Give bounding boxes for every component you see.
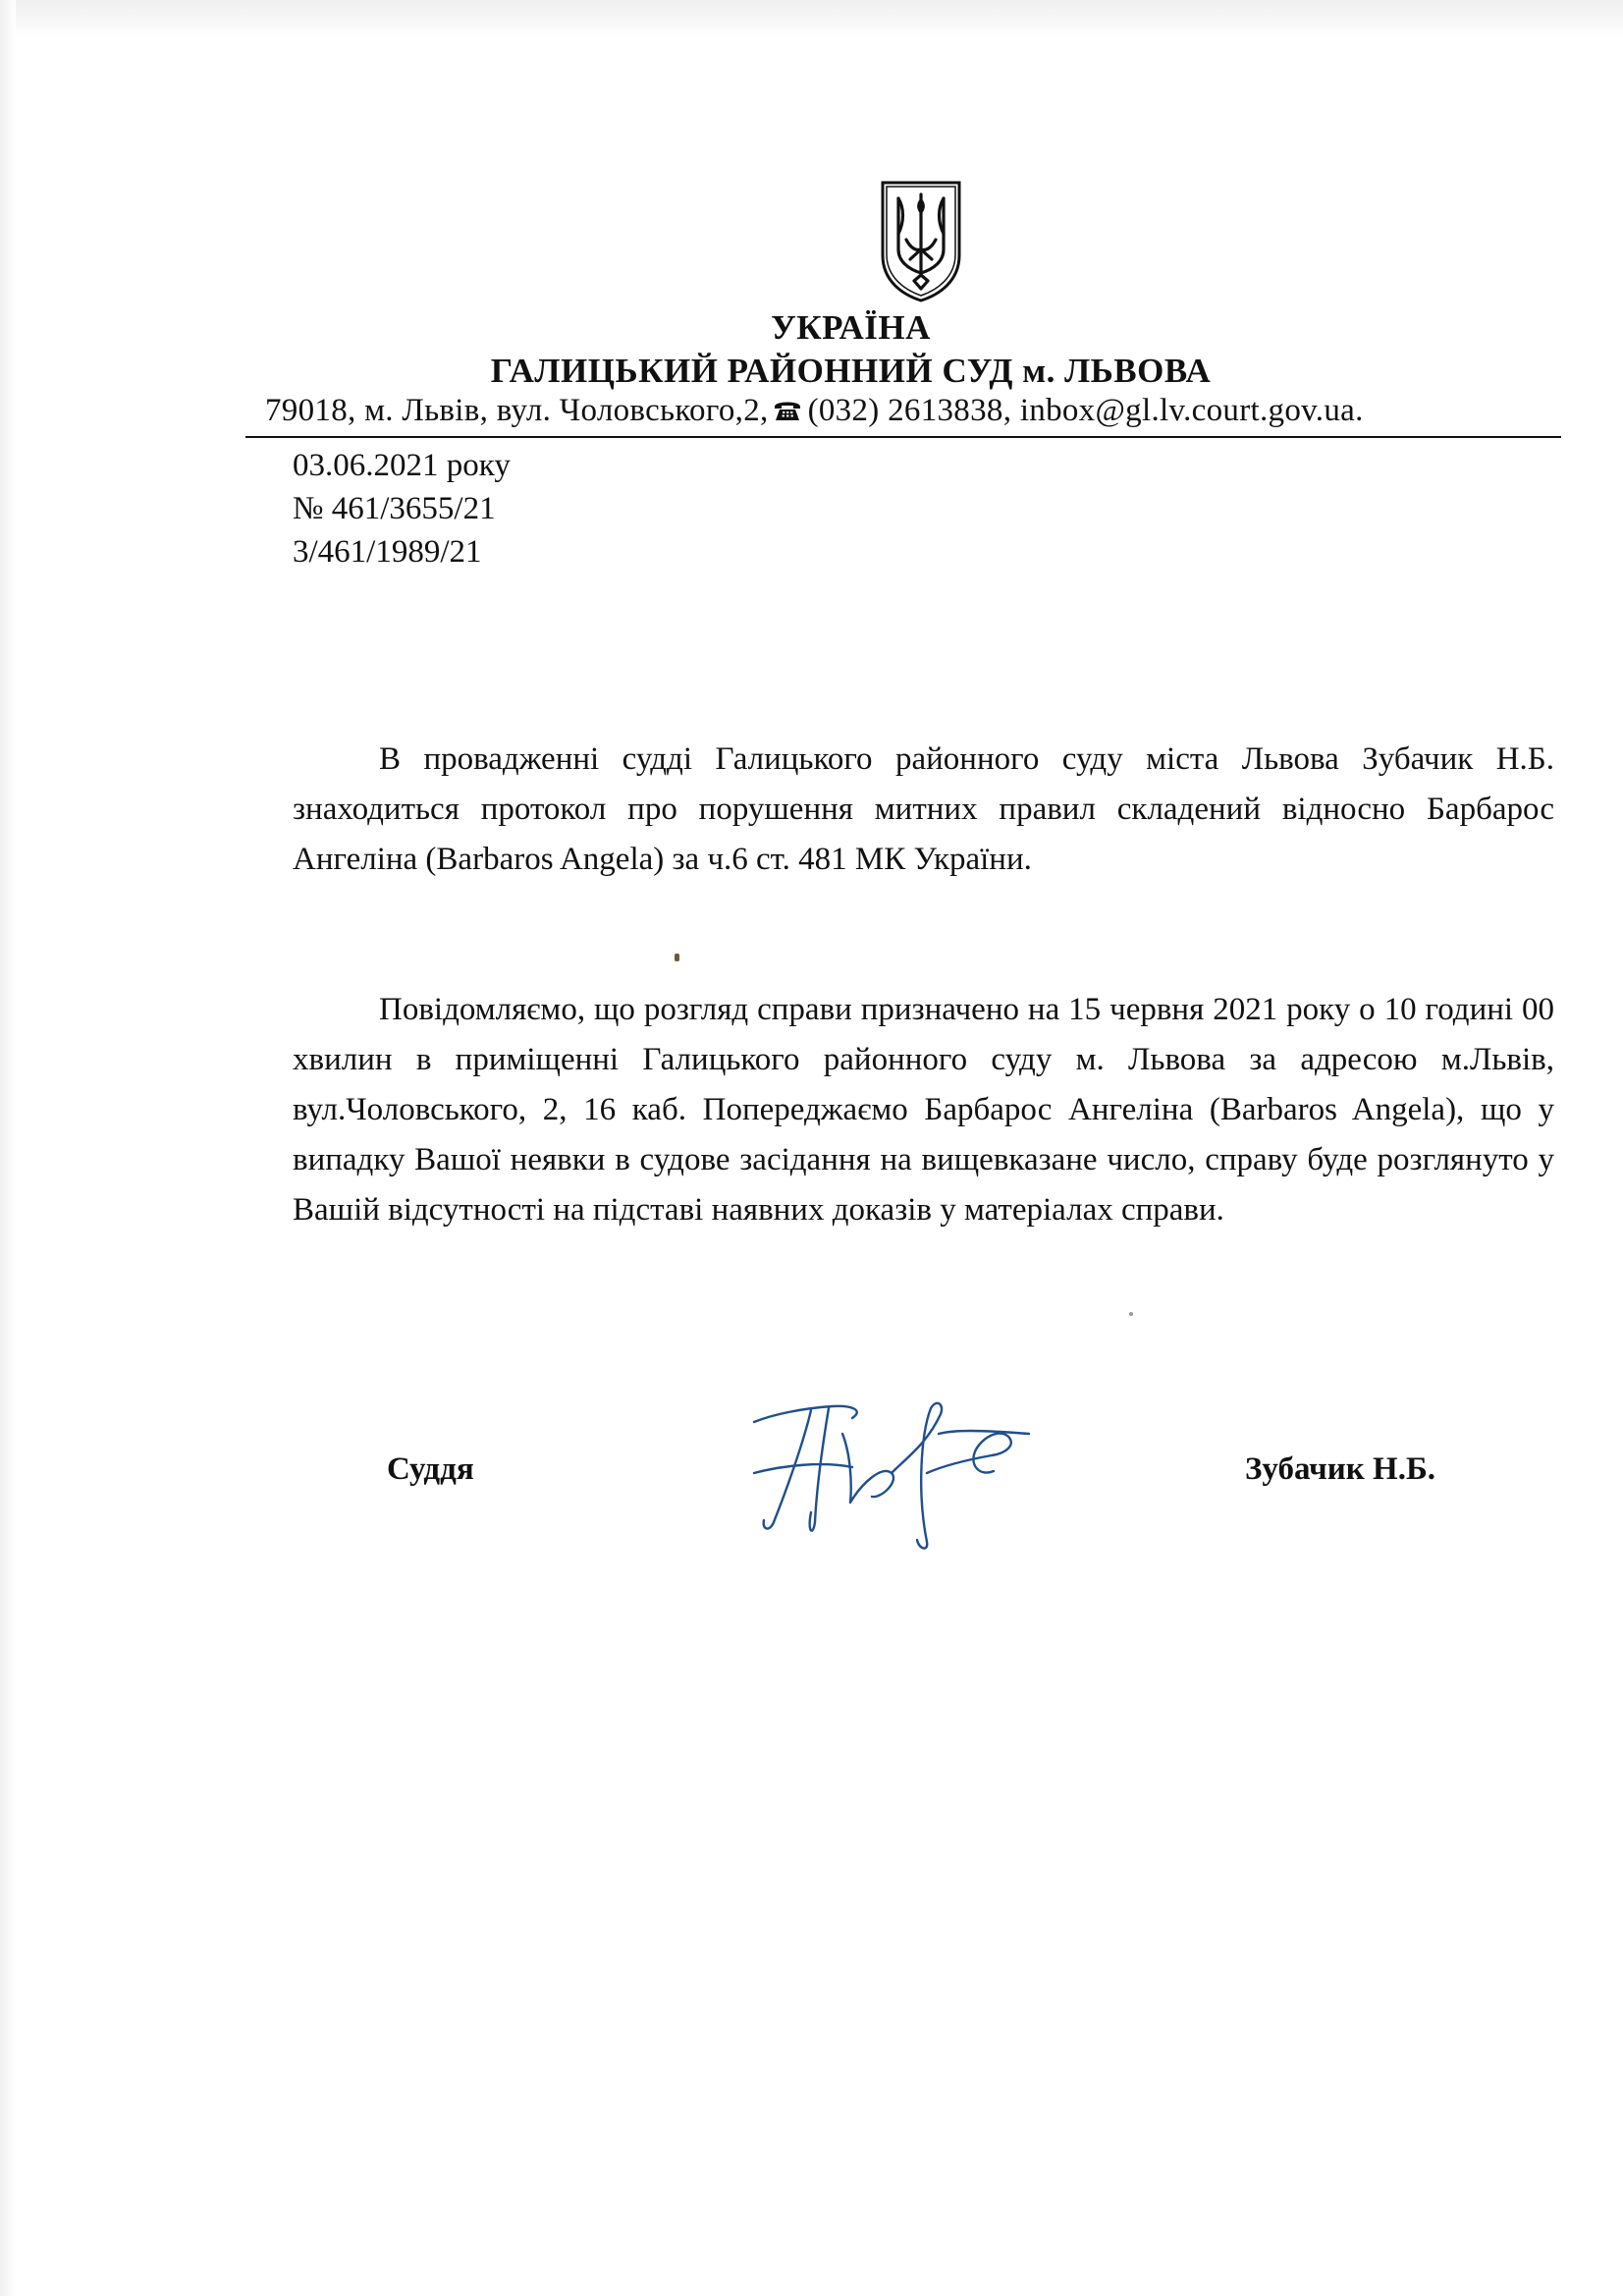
court-contact-line: 79018, м. Львів, вул. Чоловського,2, (032) 2613838, inbox@gl.lv.court.gov.ua. bbox=[265, 393, 1364, 428]
outgoing-number: 3/461/1989/21 bbox=[293, 534, 482, 570]
handwritten-signature bbox=[734, 1375, 1039, 1561]
paragraph-text: В провадженні судді Галицького районного суду міста Львова Зубачик Н.Б. знаходиться протокол про порушення митних правил складений відносно Барбарос Ангеліна (Barbaros Angela) за ч.6 ст. 481 МК України. bbox=[293, 741, 1554, 877]
case-number: № 461/3655/21 bbox=[293, 491, 496, 526]
document-date: 03.06.2021 року bbox=[293, 448, 511, 483]
scan-speck bbox=[675, 954, 679, 961]
telephone-icon bbox=[773, 399, 802, 422]
paragraph-text: Повідомляємо, що розгляд справи призначено на 15 червня 2021 року о 10 годині 00 хвилин в приміщенні Галицького районного суду м. Львова за адресою м.Львів, вул.Чоловського, 2, 16 каб. Попереджаємо Барбарос Ангеліна (Barbaros Angela), що у випадку Вашої неявки в судове засідання на вищевказане число, справу буде розглянуто у Вашій відсутності на підставі наявних доказів у матеріалах справи. bbox=[293, 992, 1554, 1228]
court-address: 79018, м. Львів, вул. Чоловського,2, bbox=[265, 393, 769, 428]
court-phone: (032) 2613838 bbox=[807, 393, 1003, 428]
court-name-heading: ГАЛИЦЬКИЙ РАЙОННИЙ СУД м. ЛЬВОВА bbox=[490, 352, 1212, 390]
body-paragraph-2 bbox=[293, 985, 1554, 1235]
scan-edge-top bbox=[0, 0, 1623, 39]
header-divider bbox=[245, 436, 1561, 438]
body-paragraph-1 bbox=[293, 735, 1554, 885]
signature-role: Суддя bbox=[387, 1451, 474, 1487]
country-heading: УКРАЇНА bbox=[771, 308, 931, 347]
trident-coat-of-arms-icon bbox=[877, 179, 965, 304]
scan-speck bbox=[1129, 1312, 1133, 1316]
court-email[interactable]: inbox@gl.lv.court.gov.ua. bbox=[1019, 393, 1364, 428]
scan-edge-left bbox=[0, 0, 16, 2296]
signatory-name: Зубачик Н.Б. bbox=[1245, 1451, 1436, 1487]
